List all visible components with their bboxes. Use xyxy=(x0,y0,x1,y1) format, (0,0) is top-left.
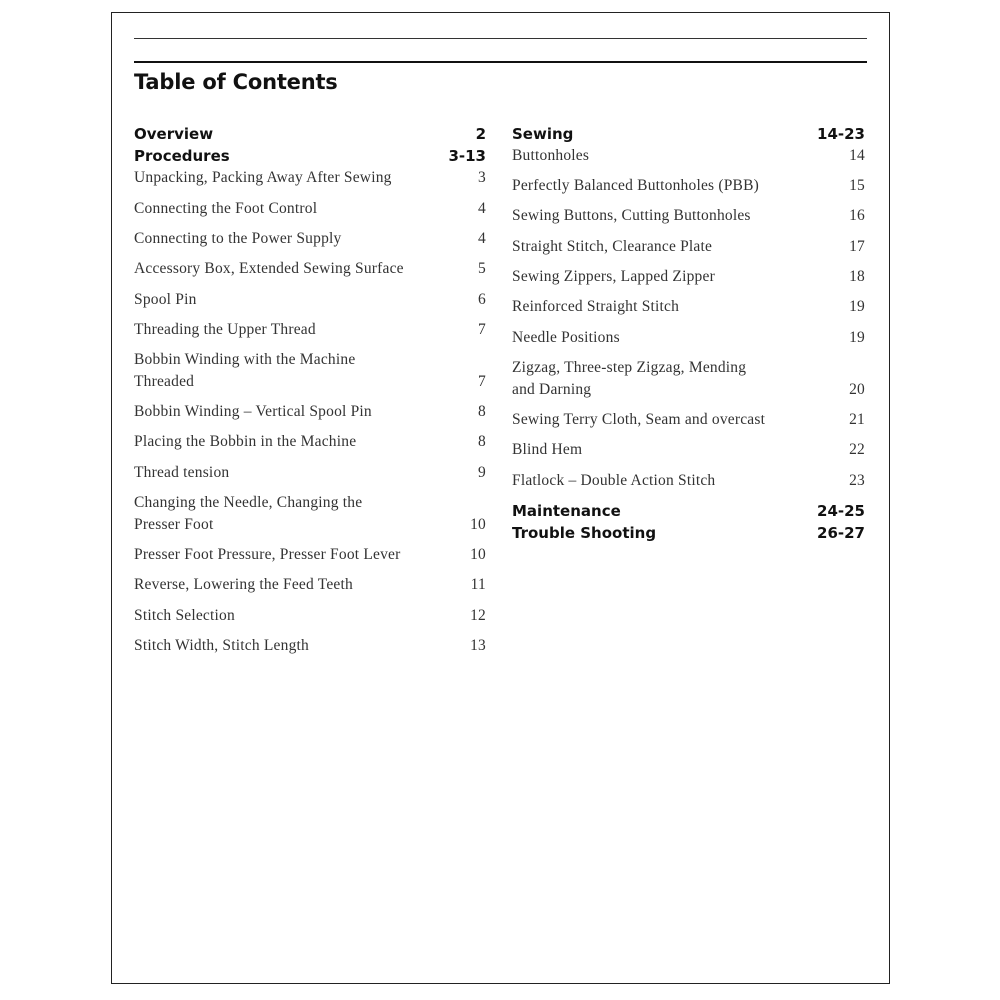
toc-entry-label: Trouble Shooting xyxy=(512,524,657,542)
toc-entry-unpacking-packing-away-after-sewing xyxy=(134,167,486,189)
toc-entry-page-number: 6 xyxy=(478,291,486,308)
toc-entry-page-number: 22 xyxy=(849,441,865,458)
toc-entry-label: Buttonholes xyxy=(512,147,590,164)
toc-entry-label: Sewing Terry Cloth, Seam and overcast xyxy=(512,411,766,428)
toc-entry-label: Maintenance xyxy=(512,502,621,520)
toc-entry-label: Stitch Selection xyxy=(134,607,235,624)
toc-entry-page-number: 26-27 xyxy=(817,524,865,542)
toc-entry-label: Bobbin Winding with the Machine Threaded xyxy=(134,351,356,390)
toc-entry-blind-hem xyxy=(512,439,865,461)
toc-entry-label: Reverse, Lowering the Feed Teeth xyxy=(134,576,353,593)
toc-entry-page-number: 4 xyxy=(478,200,486,217)
toc-entry-page-number: 7 xyxy=(478,321,486,338)
toc-entry-label: Presser Foot Pressure, Presser Foot Lever xyxy=(134,546,401,563)
toc-entry-page-number: 11 xyxy=(470,576,486,593)
page-title: Table of Contents xyxy=(134,70,338,94)
toc-entry-label: Bobbin Winding – Vertical Spool Pin xyxy=(134,403,372,420)
toc-entry-reverse-lowering-the-feed-teeth xyxy=(134,574,486,596)
toc-entry-page-number: 12 xyxy=(470,607,486,624)
toc-entry-page-number: 9 xyxy=(478,464,486,481)
toc-entry-page-number: 3-13 xyxy=(448,147,486,165)
toc-entry-accessory-box-extended-sewing-surface xyxy=(134,258,486,280)
toc-entry-placing-the-bobbin-in-the-machine xyxy=(134,431,486,453)
toc-entry-sewing-zippers-lapped-zipper xyxy=(512,266,865,288)
toc-entry-label: Straight Stitch, Clearance Plate xyxy=(512,238,713,255)
toc-entry-label: Overview xyxy=(134,125,214,143)
toc-entry-changing-the-needle-changing-the-presser-foot xyxy=(134,492,486,536)
top-rule-thin xyxy=(134,38,867,39)
toc-entry-page-number: 15 xyxy=(849,177,865,194)
toc-entry-label: Blind Hem xyxy=(512,441,583,458)
toc-entry-thread-tension xyxy=(134,462,486,484)
toc-entry-sewing-buttons-cutting-buttonholes xyxy=(512,205,865,227)
toc-entry-page-number: 8 xyxy=(478,403,486,420)
toc-entry-stitch-selection xyxy=(134,605,486,627)
toc-entry-label: Accessory Box, Extended Sewing Surface xyxy=(134,260,404,277)
toc-entry-label: Connecting the Foot Control xyxy=(134,200,318,217)
toc-entry-label: Sewing Buttons, Cutting Buttonholes xyxy=(512,207,751,224)
toc-entry-presser-foot-pressure-presser-foot-lever xyxy=(134,544,486,566)
toc-entry-label: Sewing xyxy=(512,125,574,143)
toc-entry-page-number: 4 xyxy=(478,230,486,247)
toc-entry-flatlock-double-action-stitch xyxy=(512,470,865,492)
toc-entry-page-number: 8 xyxy=(478,433,486,450)
toc-entry-label: Changing the Needle, Changing the Presser Foot xyxy=(134,494,363,533)
toc-entry-needle-positions xyxy=(512,327,865,349)
toc-entry-spool-pin xyxy=(134,289,486,311)
toc-entry-page-number: 24-25 xyxy=(817,502,865,520)
toc-entry-procedures xyxy=(134,145,486,167)
toc-entry-sewing xyxy=(512,123,865,145)
toc-entry-perfectly-balanced-buttonholes-pbb xyxy=(512,175,865,197)
toc-entry-label: Needle Positions xyxy=(512,329,620,346)
toc-entry-page-number: 14 xyxy=(849,147,865,164)
toc-entry-overview xyxy=(134,123,486,145)
toc-entry-page-number: 5 xyxy=(478,260,486,277)
toc-entry-page-number: 10 xyxy=(470,546,486,563)
toc-entry-buttonholes xyxy=(512,145,865,167)
toc-entry-trouble-shooting xyxy=(512,522,865,544)
toc-entry-page-number: 17 xyxy=(849,238,865,255)
toc-entry-page-number: 20 xyxy=(849,381,865,398)
toc-entry-page-number: 14-23 xyxy=(817,125,865,143)
toc-entry-maintenance xyxy=(512,500,865,522)
toc-entry-label: Placing the Bobbin in the Machine xyxy=(134,433,357,450)
toc-entry-label: Sewing Zippers, Lapped Zipper xyxy=(512,268,715,285)
toc-entry-page-number: 19 xyxy=(849,329,865,346)
toc-entry-page-number: 7 xyxy=(478,373,486,390)
toc-entry-page-number: 3 xyxy=(478,169,486,186)
toc-entry-bobbin-winding-with-the-machine-threaded xyxy=(134,349,486,393)
toc-entry-page-number: 18 xyxy=(849,268,865,285)
toc-entry-label: Reinforced Straight Stitch xyxy=(512,298,680,315)
toc-entry-sewing-terry-cloth-seam-and-overcast xyxy=(512,409,865,431)
toc-entry-page-number: 10 xyxy=(470,516,486,533)
top-rule-thick xyxy=(134,61,867,63)
toc-entry-label: Perfectly Balanced Buttonholes (PBB) xyxy=(512,177,759,194)
toc-entry-bobbin-winding-vertical-spool-pin xyxy=(134,401,486,423)
toc-entry-label: Unpacking, Packing Away After Sewing xyxy=(134,169,392,186)
toc-entry-straight-stitch-clearance-plate xyxy=(512,236,865,258)
toc-entry-label: Thread tension xyxy=(134,464,230,481)
toc-entry-threading-the-upper-thread xyxy=(134,319,486,341)
toc-entry-stitch-width-stitch-length xyxy=(134,635,486,657)
toc-entry-reinforced-straight-stitch xyxy=(512,296,865,318)
toc-entry-label: Zigzag, Three-step Zigzag, Mending and Darning xyxy=(512,359,747,398)
toc-entry-page-number: 21 xyxy=(849,411,865,428)
toc-entry-page-number: 2 xyxy=(475,125,486,143)
toc-entry-zigzag-three-step-zigzag-mending-and-darning xyxy=(512,357,865,401)
toc-entry-page-number: 19 xyxy=(849,298,865,315)
toc-entry-label: Flatlock – Double Action Stitch xyxy=(512,472,716,489)
toc-entry-label: Procedures xyxy=(134,147,230,165)
toc-entry-label: Spool Pin xyxy=(134,291,197,308)
toc-entry-page-number: 16 xyxy=(849,207,865,224)
toc-entry-page-number: 13 xyxy=(470,637,486,654)
toc-entry-connecting-to-the-power-supply xyxy=(134,228,486,250)
toc-entry-page-number: 23 xyxy=(849,472,865,489)
toc-entry-label: Threading the Upper Thread xyxy=(134,321,316,338)
toc-entry-label: Connecting to the Power Supply xyxy=(134,230,342,247)
toc-entry-connecting-the-foot-control xyxy=(134,198,486,220)
toc-entry-label: Stitch Width, Stitch Length xyxy=(134,637,309,654)
